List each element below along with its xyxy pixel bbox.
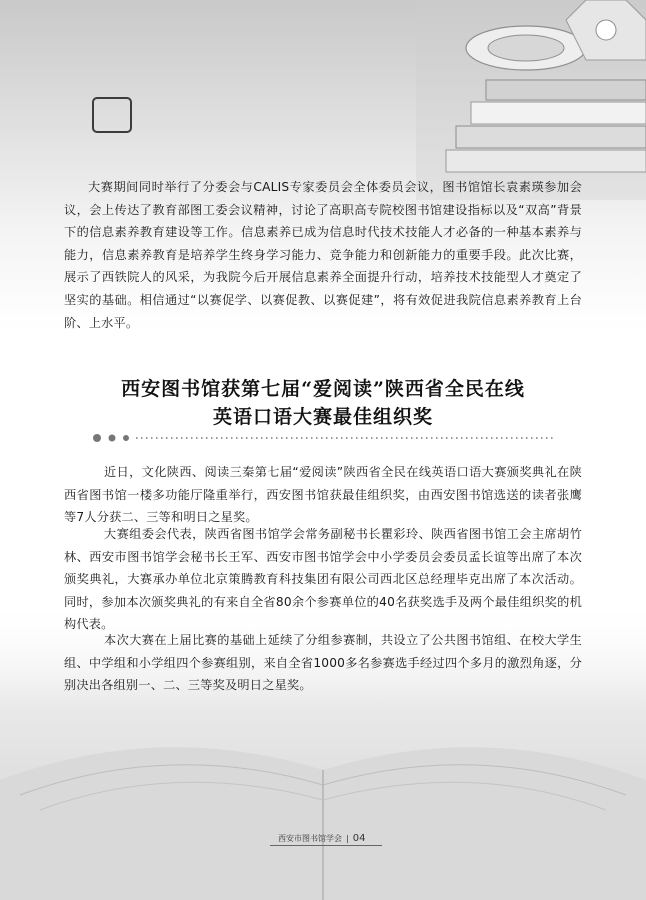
article-title-line-2: 英语口语大赛最佳组织奖 bbox=[212, 406, 433, 428]
intro-paragraph: 大赛期间同时举行了分委会与CALIS专家委员会全体委员会议，图书馆馆长袁素瑛参加会议，会上传达了教育部图工委会议精神，讨论了高职高专院校图书馆建设指标以及“双高”背景下的信息素养教育建设等工作。信息素养已成为信息时代技术技能人才必备的一种基本素养与能力，信息素养教育是培养学生终身学习能力、竞争能力和创新能力的重要手段。此次比赛，展示了西铁院人的风采，为我院今后开展信息素养全面提升行动，培养技术技能型人才奠定了坚实的基础。相信通过“以赛促学、以赛促教、以赛促建”，将有效促进我院信息素养教育上台阶、上水平。 bbox=[64, 180, 582, 330]
decorative-square-frame bbox=[92, 97, 132, 133]
footer-underline bbox=[270, 845, 382, 846]
dotted-divider bbox=[92, 432, 554, 444]
books-decoration-image bbox=[416, 0, 646, 200]
article-paragraph-1: 近日，文化陕西、阅读三秦第七届“爱阅读”陕西省全民在线英语口语大赛颁奖典礼在陕西省图书馆一楼多功能厅隆重举行，西安图书馆获最佳组织奖，由西安图书馆选送的读者张鹰等7人分获二、三等和明日之星奖。 bbox=[64, 465, 582, 525]
article-paragraph-3: 本次大赛在上届比赛的基础上延续了分组参赛制，共设立了公共图书馆组、在校大学生组、中学组和小学组四个参赛组别，来自全省1000多名参赛选手经过四个多月的激烈角逐，分别决出各组别一、二、三等奖及明日之星奖。 bbox=[64, 633, 582, 693]
page-number: 04 bbox=[352, 832, 366, 844]
article-title-line-1: 西安图书馆获第七届“爱阅读”陕西省全民在线 bbox=[121, 378, 525, 400]
footer-publication-name: 西安市图书馆学会 bbox=[278, 833, 342, 843]
page-footer bbox=[278, 830, 365, 846]
article-paragraph-2: 大赛组委会代表，陕西省图书馆学会常务副秘书长瞿彩玲、陕西省图书馆工会主席胡竹林、西安市图书馆学会秘书长王军、西安市图书馆学会中小学委员会委员孟长谊等出席了本次颁奖典礼，大赛承办单位北京策腾教育科技集团有限公司西北区总经理毕克出席了本次活动。同时，参加本次颁奖典礼的有来自全省80余个参赛单位的40名获奖选手及两个最佳组织奖的机构代表。 bbox=[64, 527, 582, 632]
footer-separator: | bbox=[346, 833, 349, 843]
